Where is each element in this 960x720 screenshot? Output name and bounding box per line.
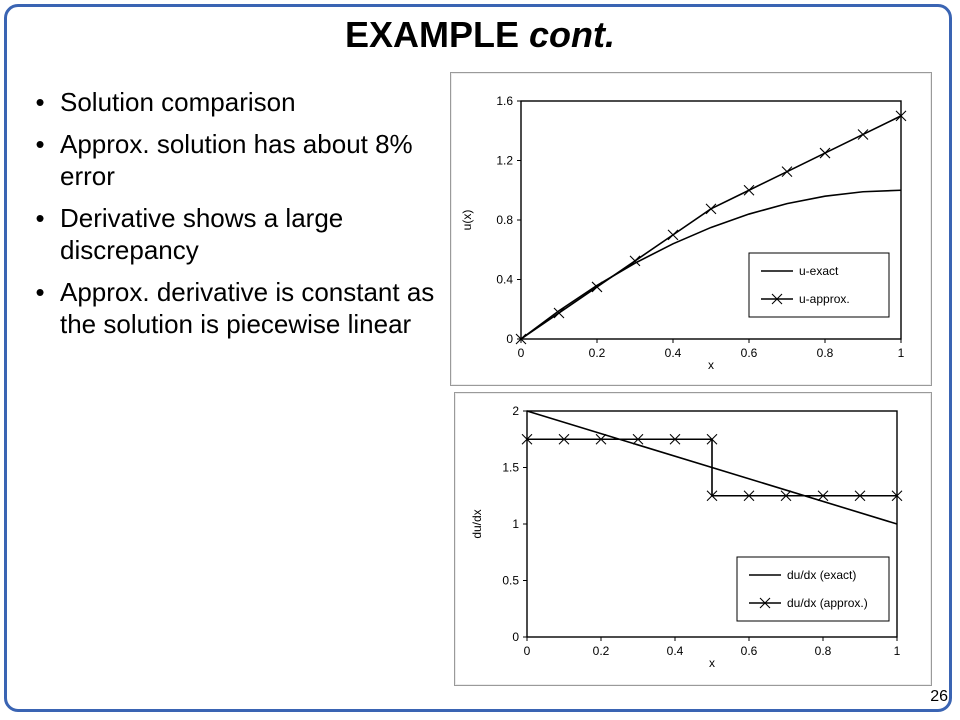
legend-label: du/dx (exact) xyxy=(787,568,857,582)
y-tick-label: 1.5 xyxy=(502,460,519,475)
title-emphasis: cont. xyxy=(529,14,616,55)
bullet-list xyxy=(28,86,440,350)
x-tick-label: 0 xyxy=(517,346,525,360)
x-tick-label: 0.8 xyxy=(816,346,834,360)
x-tick-label: 0.6 xyxy=(740,346,758,360)
x-tick-label: 0 xyxy=(523,644,531,658)
x-tick-label: 1 xyxy=(893,644,901,658)
bullet-item xyxy=(28,128,440,192)
y-tick-label: 2 xyxy=(512,404,519,418)
derivative-chart-svg xyxy=(455,393,931,685)
slide-title xyxy=(0,14,960,56)
bullet-item xyxy=(28,276,440,340)
y-axis-label: du/dx xyxy=(470,509,484,539)
bullet-text: Solution comparison xyxy=(60,87,296,117)
page-number: 26 xyxy=(930,688,948,705)
x-tick-label: 0.8 xyxy=(814,644,832,658)
y-tick-label: 0.5 xyxy=(502,573,519,588)
bullet-item xyxy=(28,86,440,118)
x-tick-label: 1 xyxy=(897,346,905,360)
y-tick-label: 1.6 xyxy=(496,94,513,108)
y-tick-label: 0 xyxy=(506,332,513,346)
y-tick-label: 1.2 xyxy=(496,153,513,168)
y-tick-label: 0 xyxy=(512,630,519,644)
derivative-chart xyxy=(454,392,932,686)
bullet-dot: • xyxy=(35,203,45,233)
legend xyxy=(737,557,889,621)
y-tick-label: 0.8 xyxy=(496,213,513,227)
y-tick-label: 1 xyxy=(512,517,519,531)
x-tick-label: 0.6 xyxy=(740,644,758,658)
bullet-text: Derivative shows a large discrepancy xyxy=(60,203,344,265)
legend-box xyxy=(737,557,889,621)
legend-label: du/dx (approx.) xyxy=(787,596,868,610)
bullet-text: Approx. solution has about 8% error xyxy=(60,129,413,191)
solution-chart-svg xyxy=(451,73,931,385)
legend xyxy=(749,253,889,317)
bullet-dot: • xyxy=(35,87,45,117)
y-tick-label: 0.4 xyxy=(496,272,513,287)
x-tick-label: 0.2 xyxy=(588,346,606,360)
x-tick-label: 0.4 xyxy=(666,644,684,658)
legend-label: u-approx. xyxy=(799,292,850,306)
bullet-text: Approx. derivative is constant as the solution is piecewise linear xyxy=(60,277,435,339)
x-tick-label: 0.2 xyxy=(592,644,610,658)
bullet-dot: • xyxy=(35,129,45,159)
y-axis-label: u(x) xyxy=(460,209,474,231)
bullet-item xyxy=(28,202,440,266)
legend-label: u-exact xyxy=(799,264,839,278)
x-axis-label: x xyxy=(708,358,714,372)
solution-chart xyxy=(450,72,932,386)
legend-box xyxy=(749,253,889,317)
x-tick-label: 0.4 xyxy=(664,346,682,360)
title-main: EXAMPLE xyxy=(344,14,519,55)
bullet-dot: • xyxy=(35,277,45,307)
x-axis-label: x xyxy=(709,656,715,670)
